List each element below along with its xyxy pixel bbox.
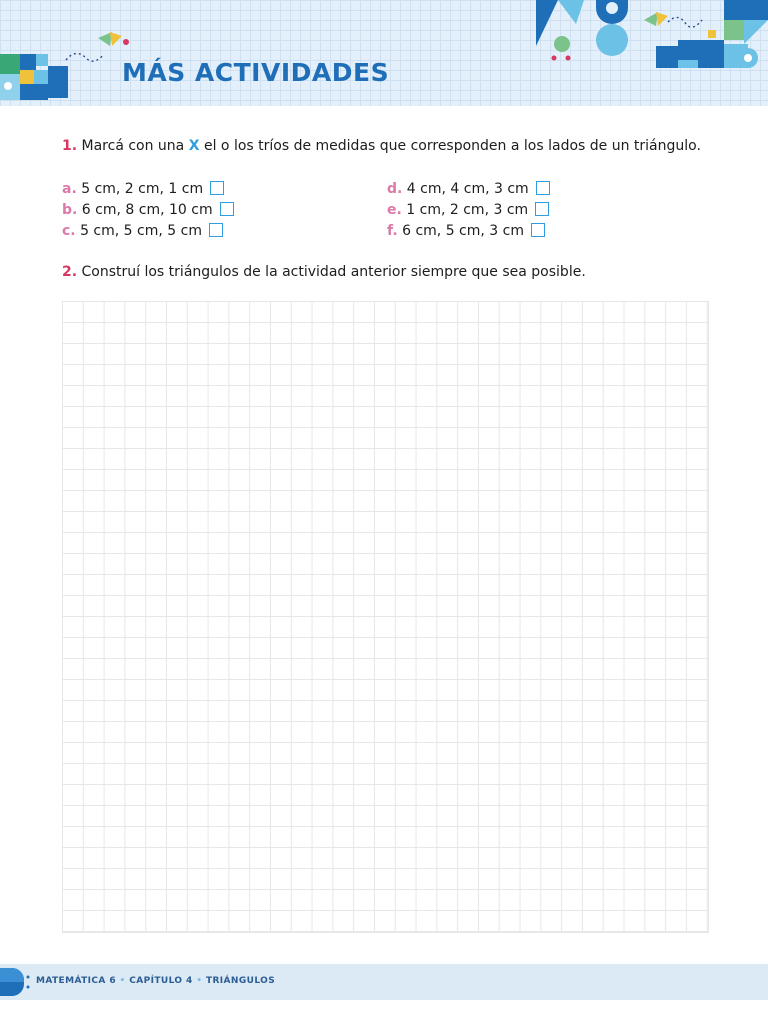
option-value: 5 cm, 2 cm, 1 cm xyxy=(81,181,204,197)
option-a-checkbox[interactable] xyxy=(210,181,224,195)
option-value: 6 cm, 8 cm, 10 cm xyxy=(81,202,213,218)
footer-separator-icon: • xyxy=(196,976,203,986)
page-header xyxy=(0,0,768,106)
option-f xyxy=(387,222,545,240)
drawing-grid[interactable] xyxy=(62,301,709,933)
option-value: 1 cm, 2 cm, 3 cm xyxy=(406,202,529,218)
page-footer xyxy=(0,964,768,1000)
option-letter: f. xyxy=(387,223,398,239)
activity-2-number: 2. xyxy=(62,264,78,280)
option-d-checkbox[interactable] xyxy=(536,181,550,195)
option-letter: c. xyxy=(62,223,76,239)
option-letter: a. xyxy=(62,181,77,197)
footer-chapter: CAPÍTULO 4 xyxy=(129,976,193,986)
activity-1-text-after: el o los tríos de medidas que corresponden a los lados de un triángulo. xyxy=(203,138,701,154)
section-title: MÁS ACTIVIDADES xyxy=(122,58,390,87)
footer-subject: MATEMÁTICA 6 xyxy=(36,976,116,986)
option-value: 6 cm, 5 cm, 3 cm xyxy=(402,223,524,239)
option-letter: d. xyxy=(387,181,403,197)
footer-breadcrumb xyxy=(36,976,275,986)
footer-separator-icon: • xyxy=(119,976,126,986)
option-a xyxy=(62,180,224,198)
option-value: 4 cm, 4 cm, 3 cm xyxy=(406,181,529,197)
option-e xyxy=(387,201,549,219)
option-f-checkbox[interactable] xyxy=(531,223,545,237)
option-e-checkbox[interactable] xyxy=(535,202,549,216)
option-letter: b. xyxy=(62,202,78,218)
activity-1-prompt xyxy=(62,138,701,154)
option-b-checkbox[interactable] xyxy=(220,202,234,216)
activity-1-text-before: Marcá con una xyxy=(81,138,185,154)
activity-2-prompt xyxy=(62,264,586,280)
option-value: 5 cm, 5 cm, 5 cm xyxy=(80,223,202,239)
option-b xyxy=(62,201,234,219)
option-c xyxy=(62,222,223,240)
footer-topic: TRIÁNGULOS xyxy=(205,976,276,986)
activity-1-number: 1. xyxy=(62,138,78,154)
option-c-checkbox[interactable] xyxy=(209,223,223,237)
x-mark: X xyxy=(188,138,200,154)
activity-2-text: Construí los triángulos de la actividad anterior siempre que sea posible. xyxy=(81,264,586,280)
option-d xyxy=(387,180,550,198)
footer-tab-icon xyxy=(0,968,30,996)
header-decoration-left xyxy=(0,30,130,106)
option-letter: e. xyxy=(387,202,402,218)
header-decoration-right xyxy=(528,0,768,106)
